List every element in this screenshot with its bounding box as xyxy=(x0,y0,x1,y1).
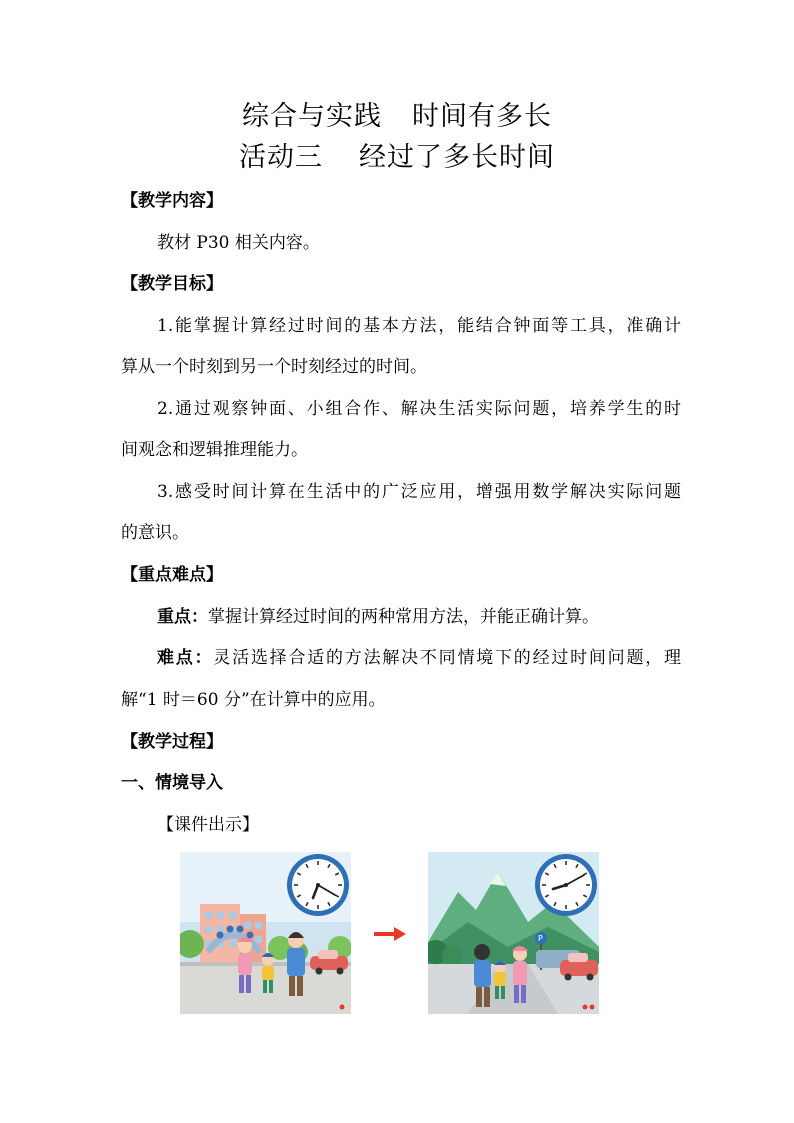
section-heading-process: 【教学过程】 xyxy=(121,732,223,752)
section-heading-content: 【教学内容】 xyxy=(121,191,223,211)
title-part: 时间有多长 xyxy=(412,101,552,132)
title-part: 综合与实践 xyxy=(242,101,382,132)
difficulty-line-1 xyxy=(157,646,681,670)
difficulty-text: 灵活选择合适的方法解决不同情境下的经过时间问题，理 xyxy=(213,648,682,668)
key-point-label: 重点： xyxy=(157,607,208,627)
difficulty-line-2: 解“1 时＝60 分”在计算中的应用。 xyxy=(121,690,386,710)
subtitle-part: 活动三 xyxy=(239,142,323,173)
arrow-right-icon xyxy=(374,925,406,943)
clock-icon xyxy=(287,854,349,916)
svg-text:P: P xyxy=(538,934,543,943)
subtitle-part: 经过了多长时间 xyxy=(359,142,555,173)
goal-2-line-2: 间观念和逻辑推理能力。 xyxy=(121,440,308,460)
goal-3-line-2: 的意识。 xyxy=(121,523,189,543)
key-point-text: 掌握计算经过时间的两种常用方法，并能正确计算。 xyxy=(208,607,599,627)
courseware-label: 【课件出示】 xyxy=(157,815,259,835)
section-heading-goals: 【教学目标】 xyxy=(121,274,223,294)
scene-school-departure xyxy=(180,852,351,1014)
content-text: 教材 P30 相关内容。 xyxy=(157,233,320,253)
goal-1-line-2: 算从一个时刻到另一个时刻经过的时间。 xyxy=(121,357,427,377)
page-subtitle xyxy=(0,141,794,175)
clock-icon xyxy=(535,854,597,916)
difficulty-label: 难点： xyxy=(157,648,214,668)
part-1-heading: 一、情境导入 xyxy=(121,773,223,793)
goal-3-line-1: 3.感受时间计算在生活中的广泛应用，增强用数学解决实际问题 xyxy=(157,482,681,502)
goal-2-line-1: 2.通过观察钟面、小组合作、解决生活实际问题，培养学生的时 xyxy=(157,399,681,419)
key-point-line xyxy=(157,605,681,629)
section-heading-key-points: 【重点难点】 xyxy=(121,565,223,585)
scene-park-arrival xyxy=(428,852,599,1014)
goal-1-line-1: 1.能掌握计算经过时间的基本方法，能结合钟面等工具，准确计 xyxy=(157,316,681,336)
page-title xyxy=(0,100,794,134)
